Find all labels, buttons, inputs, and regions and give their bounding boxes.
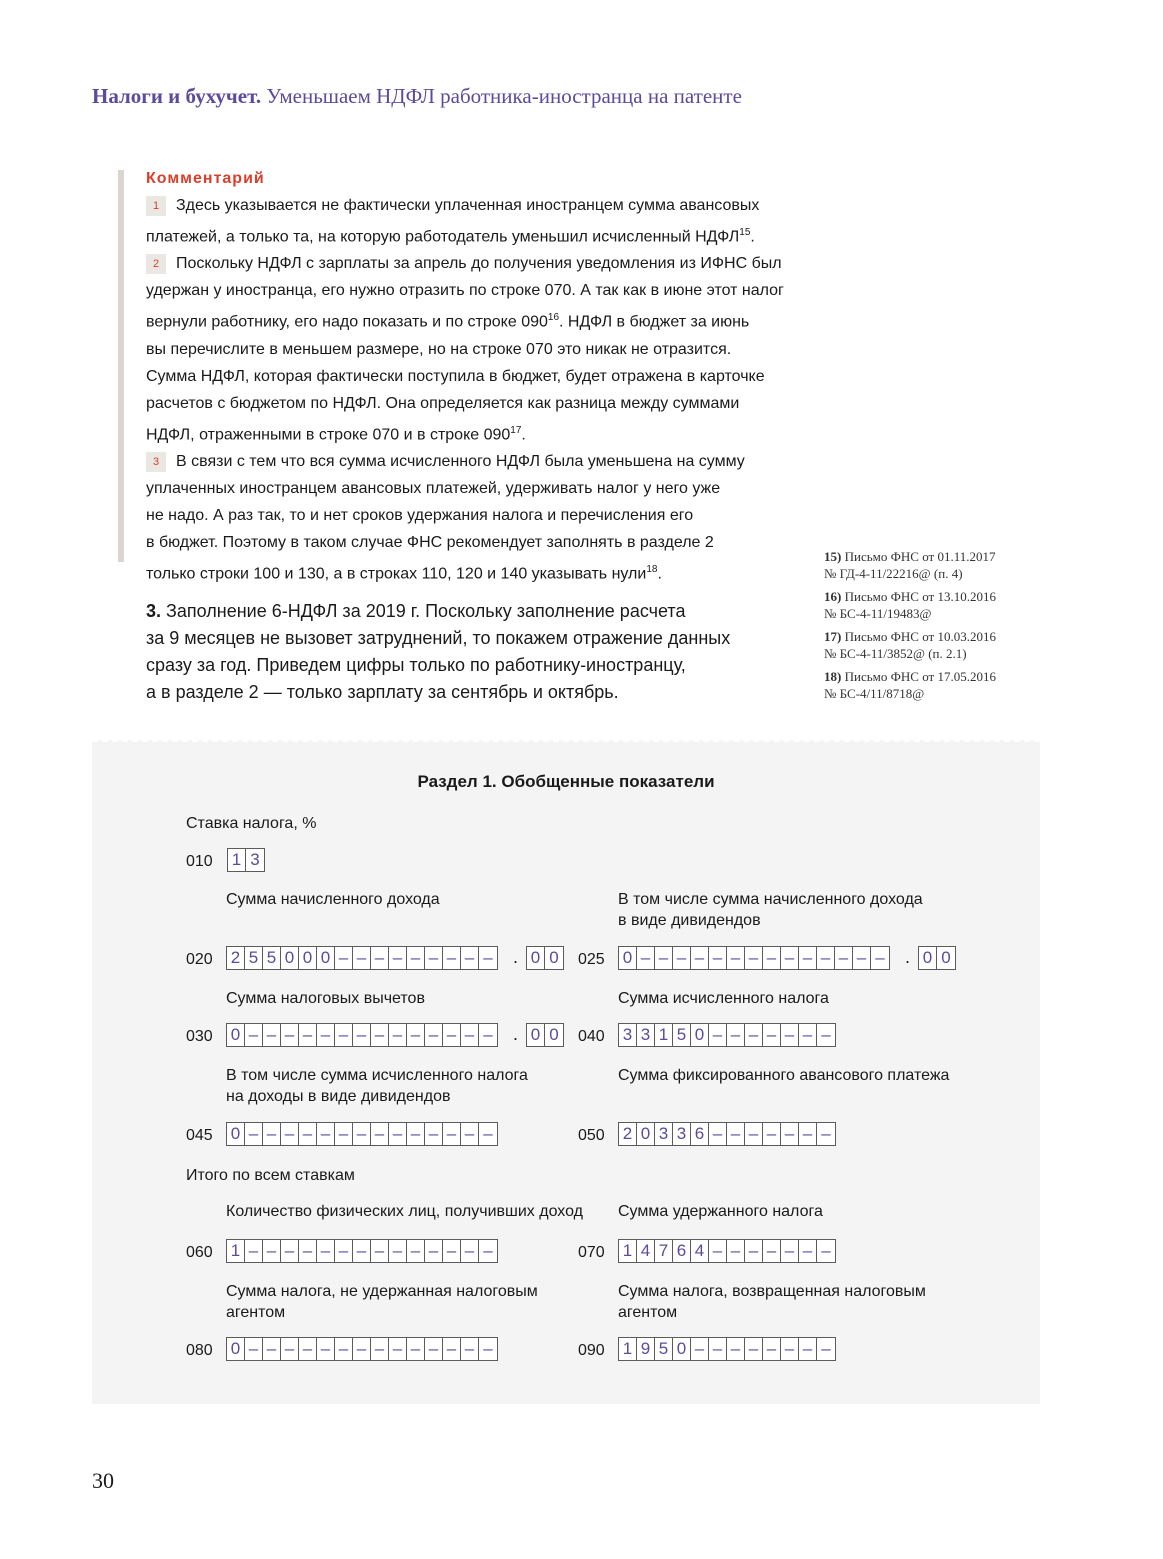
form-cell: 1 — [655, 1024, 673, 1046]
form-cell: – — [763, 1338, 781, 1360]
footnote-text: № БС-4-11/3852@ (п. 2.1) — [824, 646, 967, 661]
comment-line: уплаченных иностранцем авансовых платежей, удерживать налог у него уже — [146, 479, 721, 497]
cells-030-dec — [526, 1023, 564, 1047]
form-cell: – — [763, 1123, 781, 1145]
label-030: Сумма налоговых вычетов — [226, 990, 425, 1007]
ndfl-form-section-1 — [92, 740, 1040, 1404]
code-045: 045 — [186, 1127, 213, 1144]
form-cell: – — [483, 1339, 493, 1358]
form-cell: – — [727, 1024, 745, 1046]
form-cell: – — [245, 1024, 263, 1046]
form-cell: – — [821, 1339, 831, 1358]
cells-020 — [226, 946, 498, 970]
form-cell: – — [745, 1338, 763, 1360]
footnote-text: Письмо ФНС от 01.11.2017 — [844, 549, 996, 564]
rate-cells — [227, 848, 265, 872]
form-cell: – — [389, 947, 407, 969]
section-3-line: сразу за год. Приведем цифры только по работнику-иностранцу, — [146, 655, 686, 675]
form-cell: 3 — [619, 1024, 637, 1046]
form-cell: – — [299, 1024, 317, 1046]
code-050: 050 — [578, 1127, 605, 1144]
footnote-number: 18) — [824, 669, 842, 684]
form-cell: – — [763, 1024, 781, 1046]
form-cell: – — [799, 1338, 817, 1360]
form-cell: – — [799, 947, 817, 969]
form-cell: – — [317, 1338, 335, 1360]
form-cell: – — [781, 1338, 799, 1360]
form-cell: – — [263, 1123, 281, 1145]
form-cell: – — [335, 1338, 353, 1360]
form-cell: – — [709, 1338, 727, 1360]
form-cell: – — [655, 947, 673, 969]
form-cell: – — [371, 1123, 389, 1145]
form-cell: – — [443, 1240, 461, 1262]
footnote-number: 16) — [824, 589, 842, 604]
form-cell: – — [781, 947, 799, 969]
form-cell: – — [389, 1240, 407, 1262]
footnote-text: № ГД-4-11/22216@ (п. 4) — [824, 566, 963, 581]
cells-020-dec — [526, 946, 564, 970]
form-cell: – — [335, 1123, 353, 1145]
decimal-point: . — [513, 1024, 519, 1044]
cells-060 — [226, 1239, 498, 1263]
form-cell: – — [781, 1123, 799, 1145]
form-cell: – — [281, 1338, 299, 1360]
form-cell: 0 — [637, 1123, 655, 1145]
form-cell: – — [299, 1240, 317, 1262]
form-cell: – — [835, 947, 853, 969]
code-060: 060 — [186, 1244, 213, 1261]
header-section: Налоги и бухучет. — [92, 84, 262, 108]
form-cell: 7 — [655, 1240, 673, 1262]
form-cell: – — [799, 1240, 817, 1262]
label-090: Сумма налога, возвращенная налоговым агентом — [618, 1283, 926, 1321]
form-cell: 5 — [263, 947, 281, 969]
form-cell: 1 — [619, 1338, 637, 1360]
comment-line: вернули работнику, его надо показать и по строке $090^{16}$. НДФЛ в бюджет за июнь — [146, 312, 750, 331]
footnote-number: 17) — [824, 629, 842, 644]
form-cell: – — [745, 1024, 763, 1046]
label-040: Сумма исчисленного налога — [618, 990, 829, 1007]
footnote — [824, 668, 1044, 702]
form-cell: – — [353, 1240, 371, 1262]
form-cell: – — [821, 1124, 831, 1143]
form-cell: – — [389, 1024, 407, 1046]
form-cell: 1 — [619, 1240, 637, 1262]
form-cell: – — [461, 1123, 479, 1145]
comment-item-number: 1 — [146, 196, 166, 216]
form-cell: – — [281, 1123, 299, 1145]
code-020: 020 — [186, 951, 213, 968]
section-3-number: 3. — [146, 601, 162, 621]
form-cell: 0 — [619, 947, 637, 969]
decimal-point: . — [905, 947, 911, 967]
form-cell: 0 — [227, 1338, 245, 1360]
form-cell: – — [637, 947, 655, 969]
footnote-text: Письмо ФНС от 13.10.2016 — [844, 589, 996, 604]
comment-block — [118, 170, 846, 583]
section-3-line: за 9 месяцев не вызовет затруднений, то покажем отражение данных — [146, 628, 731, 648]
form-cell: – — [353, 1024, 371, 1046]
form-cell: – — [763, 947, 781, 969]
total-label: Итого по всем ставкам — [186, 1167, 355, 1184]
form-cell: – — [407, 947, 425, 969]
comment-item-number: 2 — [146, 254, 166, 274]
form-cell: – — [727, 1240, 745, 1262]
form-cell: – — [727, 1123, 745, 1145]
form-cell: – — [317, 1123, 335, 1145]
form-cell: – — [353, 1338, 371, 1360]
form-cell: – — [281, 1024, 299, 1046]
form-cell: – — [353, 1123, 371, 1145]
label-070: Сумма удержанного налога — [618, 1203, 823, 1220]
section-3-text — [146, 598, 786, 706]
form-cell: – — [407, 1024, 425, 1046]
form-cell: 1 — [228, 849, 246, 871]
form-cell: – — [443, 947, 461, 969]
form-cell: – — [483, 1241, 493, 1260]
form-cell: – — [389, 1338, 407, 1360]
footnote — [824, 588, 1044, 622]
footnote-text: № БС-4/11/8718@ — [824, 686, 925, 701]
label-025: В том числе сумма начисленного дохода в виде дивидендов — [618, 891, 923, 929]
form-cell: 3 — [637, 1024, 655, 1046]
form-cell: – — [483, 1025, 493, 1044]
comment-line: 3 В связи с тем что вся сумма исчисленного НДФЛ была уменьшена на сумму — [146, 448, 846, 475]
code-025: 025 — [578, 951, 605, 968]
form-cell: – — [335, 947, 353, 969]
rate-label: Ставка налога, % — [186, 815, 317, 832]
form-cell: – — [745, 1123, 763, 1145]
form-cell: – — [317, 1240, 335, 1262]
form-cell: – — [691, 947, 709, 969]
form-cell: 0 — [227, 1024, 245, 1046]
page-header — [92, 84, 742, 109]
form-cell: 0 — [549, 1025, 559, 1044]
form-cell: – — [245, 1338, 263, 1360]
form-cell: 0 — [549, 948, 559, 967]
form-cell: 6 — [673, 1240, 691, 1262]
form-cell: – — [461, 947, 479, 969]
form-cell: – — [443, 1123, 461, 1145]
form-cell: 0 — [527, 1024, 545, 1046]
form-cell: – — [245, 1123, 263, 1145]
form-cell: 5 — [245, 947, 263, 969]
form-cell: – — [263, 1240, 281, 1262]
form-cell: – — [709, 1024, 727, 1046]
label-080: Сумма налога, не удержанная налоговым агентом — [226, 1283, 538, 1321]
code-010: 010 — [186, 853, 213, 870]
decimal-point: . — [513, 947, 519, 967]
form-cell: – — [461, 1024, 479, 1046]
cells-070 — [618, 1239, 836, 1263]
form-cell: 3 — [655, 1123, 673, 1145]
form-cell: – — [335, 1240, 353, 1262]
form-cell: – — [727, 1338, 745, 1360]
form-cell: – — [821, 1241, 831, 1260]
form-cell: – — [371, 1024, 389, 1046]
cells-030 — [226, 1023, 498, 1047]
form-cell: 2 — [227, 947, 245, 969]
form-cell: – — [425, 1024, 443, 1046]
form-cell: – — [691, 1338, 709, 1360]
form-cell: – — [853, 947, 871, 969]
cells-040 — [618, 1023, 836, 1047]
form-cell: 0 — [527, 947, 545, 969]
form-cell: – — [443, 1338, 461, 1360]
form-cell: 3 — [673, 1123, 691, 1145]
form-cell: – — [673, 947, 691, 969]
form-title: Раздел 1. Обобщенные показатели — [417, 772, 715, 791]
cells-080 — [226, 1337, 498, 1361]
form-cell: 5 — [655, 1338, 673, 1360]
form-cell: – — [483, 1124, 493, 1143]
label-050: Сумма фиксированного авансового платежа — [618, 1067, 950, 1084]
label-060: Количество физических лиц, получивших доход — [226, 1203, 583, 1220]
cells-050 — [618, 1122, 836, 1146]
form-cell: – — [335, 1024, 353, 1046]
form-cell: 0 — [317, 947, 335, 969]
form-cell: – — [709, 1123, 727, 1145]
form-cell: – — [745, 1240, 763, 1262]
form-cell: – — [781, 1240, 799, 1262]
form-cell: – — [709, 1240, 727, 1262]
form-cell: – — [263, 1338, 281, 1360]
form-cell: – — [727, 947, 745, 969]
comment-line: удержан у иностранца, его нужно отразить по строке 070. А так как в июне этот налог — [146, 282, 784, 300]
comment-line: вы перечислите в меньшем размере, но на строке 070 это никак не отразится. — [146, 340, 732, 358]
header-title: Уменьшаем НДФЛ работника-иностранца на патенте — [266, 84, 742, 108]
code-080: 080 — [186, 1342, 213, 1359]
form-cell: 0 — [281, 947, 299, 969]
form-cell: 0 — [227, 1123, 245, 1145]
code-070: 070 — [578, 1244, 605, 1261]
form-cell: – — [317, 1024, 335, 1046]
footnote-number: 15) — [824, 549, 842, 564]
form-cell: – — [461, 1240, 479, 1262]
form-cell: – — [371, 1240, 389, 1262]
comment-line: 1 Здесь указывается не фактически уплаченная иностранцем сумма авансовых — [146, 192, 846, 219]
label-020: Сумма начисленного дохода — [226, 891, 440, 908]
code-090: 090 — [578, 1342, 605, 1359]
form-cell: – — [407, 1123, 425, 1145]
form-cell: – — [389, 1123, 407, 1145]
form-cell: 2 — [619, 1123, 637, 1145]
comment-line: не надо. А раз так, то и нет сроков удержания налога и перечисления его — [146, 506, 694, 524]
form-cell: – — [299, 1123, 317, 1145]
form-cell: – — [353, 947, 371, 969]
form-cell: 1 — [227, 1240, 245, 1262]
form-cell: 4 — [637, 1240, 655, 1262]
form-cell: – — [371, 947, 389, 969]
cells-025-dec — [918, 946, 956, 970]
form-cell: – — [799, 1123, 817, 1145]
form-cell: – — [425, 1338, 443, 1360]
form-cell: – — [425, 947, 443, 969]
comment-body — [146, 192, 846, 587]
form-cell: – — [763, 1240, 781, 1262]
footnote-text: № БС-4-11/19483@ — [824, 606, 932, 621]
form-cell: – — [443, 1024, 461, 1046]
form-cell: – — [799, 1024, 817, 1046]
form-cell: – — [371, 1338, 389, 1360]
cells-090 — [618, 1337, 836, 1361]
cells-025 — [618, 946, 890, 970]
page-number: 30 — [92, 1468, 114, 1493]
form-cell: 0 — [919, 947, 937, 969]
form-cell: – — [299, 1338, 317, 1360]
form-cell: 6 — [691, 1123, 709, 1145]
form-cell: – — [781, 1024, 799, 1046]
form-cell: – — [461, 1338, 479, 1360]
form-cell: – — [709, 947, 727, 969]
comment-item-number: 3 — [146, 452, 166, 472]
form-cell: – — [817, 947, 835, 969]
cells-045 — [226, 1122, 498, 1146]
form-cell: 3 — [250, 850, 260, 869]
form-cell: 0 — [673, 1338, 691, 1360]
comment-line: расчетов с бюджетом по НДФЛ. Она определяется как разница между суммами — [146, 394, 740, 412]
comment-line: Сумма НДФЛ, которая фактически поступила в бюджет, будет отражена в карточке — [146, 367, 765, 385]
form-cell: – — [407, 1240, 425, 1262]
section-3-line: Заполнение 6-НДФЛ за 2019 г. Поскольку заполнение расчета — [166, 601, 686, 621]
footnote — [824, 548, 1044, 582]
comment-line: НДФЛ, отраженными в строке 070 и в строке $090^{17}$. — [146, 424, 526, 443]
form-cell: – — [245, 1240, 263, 1262]
footnote-text: Письмо ФНС от 17.05.2016 — [844, 669, 996, 684]
comment-title: Комментарий — [146, 170, 265, 187]
form-cell: 4 — [691, 1240, 709, 1262]
form-cell: 5 — [673, 1024, 691, 1046]
footnotes — [824, 548, 1044, 708]
form-cell: – — [263, 1024, 281, 1046]
form-cell: – — [425, 1240, 443, 1262]
form-cell: 0 — [299, 947, 317, 969]
form-cell: – — [483, 948, 493, 967]
form-cell: 0 — [941, 948, 951, 967]
code-040: 040 — [578, 1028, 605, 1045]
comment-line: в бюджет. Поэтому в таком случае ФНС рекомендует заполнять в разделе 2 — [146, 533, 714, 551]
section-3-line: а в разделе 2 — только зарплату за сентябрь и октябрь. — [146, 682, 619, 702]
comment-line: платежей, а только та, на которую работодатель уменьшил исчисленный НДФЛ$^{15}$. — [146, 227, 755, 246]
form-cell: – — [281, 1240, 299, 1262]
code-030: 030 — [186, 1028, 213, 1045]
footnote — [824, 628, 1044, 662]
label-045: В том числе сумма исчисленного налога на доходы в виде дивидендов — [226, 1067, 528, 1105]
form-cell: – — [821, 1025, 831, 1044]
form-cell: – — [745, 947, 763, 969]
comment-line: только строки 100 и 130, а в строках 110, 120 и 140 указывать нули$^{18}$. — [146, 563, 662, 583]
form-cell: – — [407, 1338, 425, 1360]
comment-line: 2 Поскольку НДФЛ с зарплаты за апрель до получения уведомления из ИФНС был — [146, 250, 846, 277]
form-cell: 0 — [691, 1024, 709, 1046]
form-cell: 9 — [637, 1338, 655, 1360]
form-cell: – — [425, 1123, 443, 1145]
footnote-text: Письмо ФНС от 10.03.2016 — [844, 629, 996, 644]
form-cell: – — [875, 948, 885, 967]
